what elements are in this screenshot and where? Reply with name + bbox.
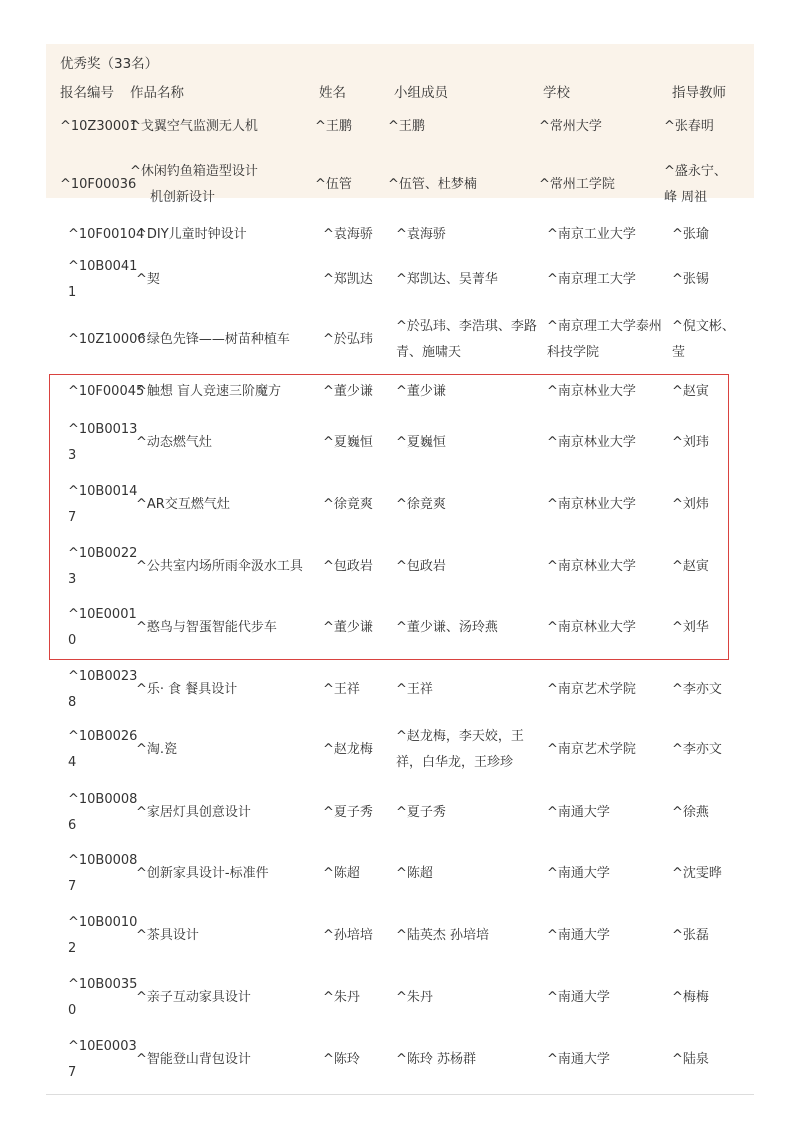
cell-members: ^陈玲 苏杨群 [396, 1052, 477, 1067]
cell-members: ^於弘玮、李浩琪、李路 青、施啸天 [396, 319, 537, 360]
cell-name: ^包政岩 [323, 559, 373, 574]
header-teacher: 指导教师 [672, 85, 726, 101]
cell-work: ^淘.瓷 [136, 742, 178, 757]
cell-school: ^常州大学 [539, 119, 602, 134]
cell-name: ^赵龙梅 [323, 742, 373, 757]
cell-id: ^10Z10006 [68, 332, 146, 347]
cell-members: ^陆英杰 孙培培 [396, 928, 490, 943]
cell-teacher: ^李亦文 [672, 682, 722, 697]
cell-name: ^王祥 [323, 682, 360, 697]
cell-members: ^董少谦 [396, 384, 446, 399]
cell-members: ^郑凯达、吴菁华 [396, 272, 498, 287]
cell-id: ^10B0026 4 [68, 729, 138, 770]
cell-name: ^伍管 [315, 177, 352, 192]
cell-id: ^10B0023 8 [68, 669, 138, 710]
cell-school: ^南通大学 [547, 990, 610, 1005]
cell-name: ^陈超 [323, 866, 360, 881]
cell-members: ^夏子秀 [396, 805, 446, 820]
cell-work: ^公共室内场所雨伞汲水工具 [136, 559, 303, 574]
cell-id: ^10F00045 [68, 384, 145, 399]
cell-teacher: ^张瑜 [672, 227, 709, 242]
cell-work: ^家居灯具创意设计 [136, 805, 251, 820]
cell-name: ^孙培培 [323, 928, 373, 943]
cell-id: ^10B0010 2 [68, 915, 138, 956]
cell-work: ^茶具设计 [136, 928, 199, 943]
cell-work: ^乐· 食 餐具设计 [136, 682, 238, 697]
cell-id: ^10F00036 [60, 177, 137, 192]
cell-school: ^南京艺术学院 [547, 682, 636, 697]
cell-work: ^绿色先锋——树苗种植车 [136, 332, 290, 347]
cell-teacher: ^赵寅 [672, 384, 709, 399]
cell-teacher: ^张春明 [664, 119, 714, 134]
header-members: 小组成员 [394, 85, 448, 101]
cell-id: ^10Z30001 [60, 119, 138, 134]
cell-teacher: ^张锡 [672, 272, 709, 287]
cell-members: ^袁海骄 [396, 227, 446, 242]
cell-id: ^10F00104 [68, 227, 145, 242]
header-id: 报名编号 [60, 85, 114, 101]
cell-name: ^郑凯达 [323, 272, 373, 287]
cell-teacher: ^赵寅 [672, 559, 709, 574]
cell-members: ^伍管、杜梦楠 [388, 177, 477, 192]
cell-school: ^南京理工大学 [547, 272, 636, 287]
cell-teacher: ^倪文彬、 莹 [672, 319, 735, 360]
table-bottom-line [46, 1094, 754, 1095]
cell-school: ^南通大学 [547, 1052, 610, 1067]
cell-school: ^南京工业大学 [547, 227, 636, 242]
cell-name: ^夏巍恒 [323, 435, 373, 450]
cell-id: ^10E0001 0 [68, 607, 137, 648]
award-table-sheet [46, 44, 754, 1096]
cell-id: ^10B0008 7 [68, 853, 138, 894]
header-school: 学校 [543, 85, 570, 101]
cell-teacher: ^梅梅 [672, 990, 709, 1005]
cell-teacher: ^李亦文 [672, 742, 722, 757]
cell-name: ^王鹏 [315, 119, 352, 134]
cell-name: ^朱丹 [323, 990, 360, 1005]
cell-work: ^DIY儿童时钟设计 [136, 227, 247, 242]
header-name: 姓名 [319, 85, 346, 101]
cell-teacher: ^张磊 [672, 928, 709, 943]
table-title: 优秀奖（33名） [60, 56, 159, 72]
cell-name: ^董少谦 [323, 384, 373, 399]
cell-school: ^南通大学 [547, 805, 610, 820]
cell-school: ^南京林业大学 [547, 435, 636, 450]
cell-teacher: ^沈雯晔 [672, 866, 722, 881]
cell-work: ^触想 盲人竞速三阶魔方 [136, 384, 282, 399]
cell-school: ^南通大学 [547, 866, 610, 881]
cell-work: ^智能登山背包设计 [136, 1052, 251, 1067]
cell-teacher: ^盛永宁、 峰 周祖 [664, 164, 727, 205]
cell-school: ^南通大学 [547, 928, 610, 943]
cell-school: ^南京林业大学 [547, 384, 636, 399]
cell-id: ^10B0022 3 [68, 546, 138, 587]
cell-members: ^朱丹 [396, 990, 433, 1005]
cell-name: ^夏子秀 [323, 805, 373, 820]
cell-name: ^董少谦 [323, 620, 373, 635]
cell-work: ^AR交互燃气灶 [136, 497, 230, 512]
cell-id: ^10B0008 6 [68, 792, 138, 833]
cell-name: ^袁海骄 [323, 227, 373, 242]
cell-work: ^动态燃气灶 [136, 435, 212, 450]
cell-work: ^休闲钓鱼箱造型设计 机创新设计 [130, 164, 258, 205]
cell-id: ^10B0014 7 [68, 484, 138, 525]
cell-work: ^憨鸟与智蛋智能代步车 [136, 620, 277, 635]
cell-members: ^王鹏 [388, 119, 425, 134]
cell-name: ^陈玲 [323, 1052, 360, 1067]
cell-work: ^戈翼空气监测无人机 [130, 119, 258, 134]
cell-members: ^夏巍恒 [396, 435, 446, 450]
cell-work: ^亲子互动家具设计 [136, 990, 251, 1005]
cell-teacher: ^刘玮 [672, 435, 709, 450]
cell-members: ^徐竟爽 [396, 497, 446, 512]
cell-members: ^董少谦、汤玲燕 [396, 620, 498, 635]
highlight-box [49, 374, 729, 660]
header-work: 作品名称 [130, 85, 184, 101]
cell-school: ^南京林业大学 [547, 497, 636, 512]
cell-work: ^契 [136, 272, 160, 287]
cell-members: ^包政岩 [396, 559, 446, 574]
cell-teacher: ^刘炜 [672, 497, 709, 512]
cell-school: ^南京林业大学 [547, 620, 636, 635]
cell-school: ^常州工学院 [539, 177, 615, 192]
cell-name: ^徐竟爽 [323, 497, 373, 512]
cell-id: ^10E0003 7 [68, 1039, 137, 1080]
cell-id: ^10B0013 3 [68, 422, 138, 463]
cell-teacher: ^刘华 [672, 620, 709, 635]
cell-members: ^赵龙梅，李天姣，王 祥，白华龙，王珍珍 [396, 729, 524, 770]
cell-school: ^南京理工大学泰州 科技学院 [547, 319, 662, 360]
cell-members: ^陈超 [396, 866, 433, 881]
cell-name: ^於弘玮 [323, 332, 373, 347]
cell-teacher: ^徐燕 [672, 805, 709, 820]
cell-teacher: ^陆泉 [672, 1052, 709, 1067]
cell-members: ^王祥 [396, 682, 433, 697]
cell-school: ^南京艺术学院 [547, 742, 636, 757]
cell-work: ^创新家具设计-标准件 [136, 866, 269, 881]
cell-id: ^10B0041 1 [68, 259, 138, 300]
cell-school: ^南京林业大学 [547, 559, 636, 574]
cell-id: ^10B0035 0 [68, 977, 138, 1018]
